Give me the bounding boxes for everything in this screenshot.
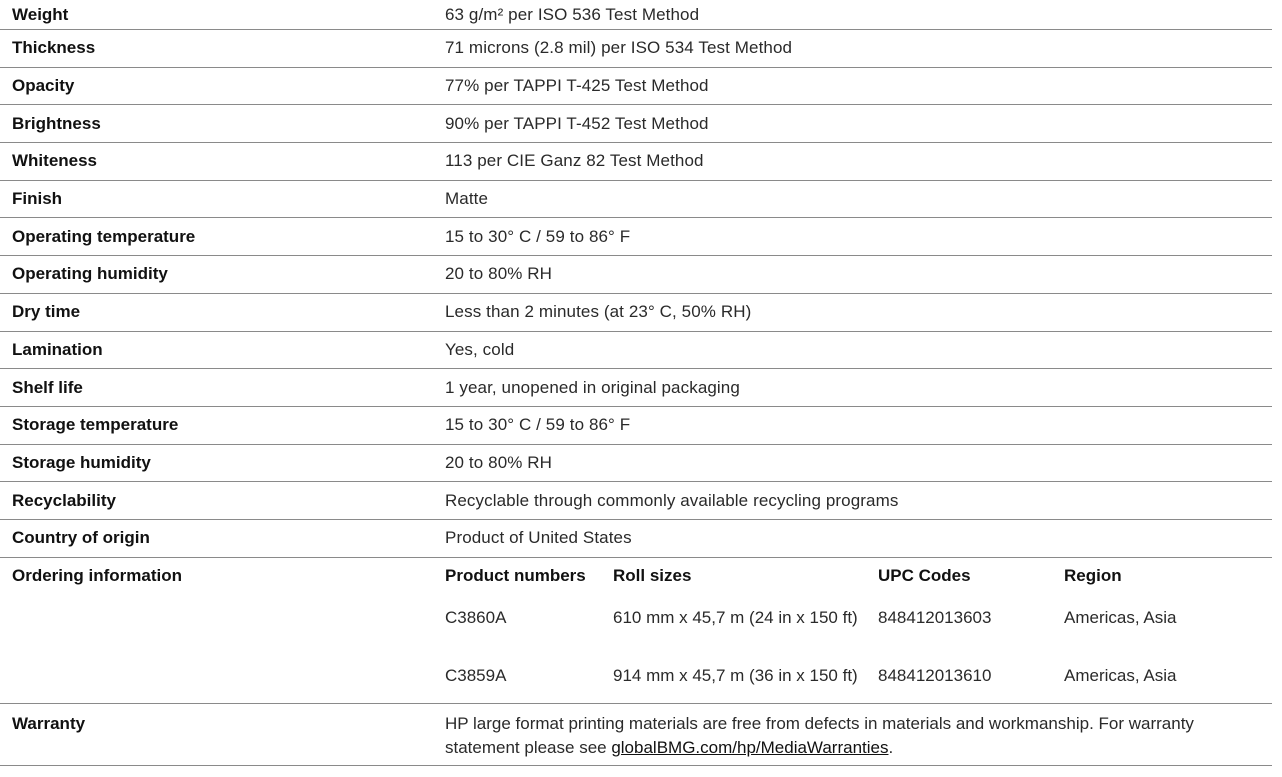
spec-value: 15 to 30° C / 59 to 86° F bbox=[445, 226, 631, 246]
spec-value: Recyclable through commonly available recycling programs bbox=[445, 490, 899, 510]
spec-label: Country of origin bbox=[12, 528, 150, 548]
roll-size-cell: 610 mm x 45,7 m (24 in x 150 ft) bbox=[613, 607, 858, 627]
spec-row-operating-temperature bbox=[0, 218, 1272, 256]
spec-label: Storage temperature bbox=[12, 415, 179, 435]
spec-label: Opacity bbox=[12, 76, 75, 96]
spec-value: 77% per TAPPI T-425 Test Method bbox=[445, 76, 709, 96]
spec-row-storage-humidity bbox=[0, 445, 1272, 483]
table-row bbox=[445, 666, 1272, 686]
spec-row-finish bbox=[0, 181, 1272, 219]
spec-label: Warranty bbox=[12, 713, 86, 733]
spec-label: Recyclability bbox=[12, 490, 116, 510]
warranty-link[interactable]: globalBMG.com/hp/MediaWarranties bbox=[611, 737, 889, 757]
spec-label: Ordering information bbox=[12, 565, 182, 585]
spec-value: 71 microns (2.8 mil) per ISO 534 Test Method bbox=[445, 38, 793, 58]
product-number-cell: C3860A bbox=[445, 607, 507, 627]
spec-row-lamination bbox=[0, 332, 1272, 370]
spec-label: Lamination bbox=[12, 339, 103, 359]
spec-row-weight bbox=[0, 0, 1272, 30]
spec-value: Yes, cold bbox=[445, 339, 515, 359]
spec-row-opacity bbox=[0, 68, 1272, 106]
spec-row-country-of-origin bbox=[0, 520, 1272, 558]
region-cell: Americas, Asia bbox=[1064, 607, 1177, 627]
spec-value: Matte bbox=[445, 189, 489, 209]
roll-size-cell: 914 mm x 45,7 m (36 in x 150 ft) bbox=[613, 665, 858, 685]
spec-row-operating-humidity bbox=[0, 256, 1272, 294]
ordering-table bbox=[445, 558, 1272, 686]
spec-value: 15 to 30° C / 59 to 86° F bbox=[445, 415, 631, 435]
spec-row-whiteness bbox=[0, 143, 1272, 181]
ordering-table-header bbox=[445, 566, 1272, 586]
spec-label: Brightness bbox=[12, 113, 101, 133]
warranty-text-before: HP large format printing materials are free from defects in materials and workmanship. For warranty statement please see bbox=[445, 713, 1194, 757]
column-header-product-numbers: Product numbers bbox=[445, 565, 586, 585]
spec-label: Dry time bbox=[12, 302, 81, 322]
spec-label: Thickness bbox=[12, 38, 96, 58]
warranty-row bbox=[0, 704, 1272, 766]
spec-label: Storage humidity bbox=[12, 452, 151, 472]
spec-value: 113 per CIE Ganz 82 Test Method bbox=[445, 151, 704, 171]
spec-row-thickness bbox=[0, 30, 1272, 68]
spec-label: Shelf life bbox=[12, 377, 83, 397]
region-cell: Americas, Asia bbox=[1064, 665, 1177, 685]
table-row bbox=[445, 608, 1272, 628]
spec-value: 20 to 80% RH bbox=[445, 452, 553, 472]
spec-row-brightness bbox=[0, 105, 1272, 143]
spec-row-shelf-life bbox=[0, 369, 1272, 407]
spec-label: Finish bbox=[12, 189, 63, 209]
spec-row-dry-time bbox=[0, 294, 1272, 332]
spec-row-recyclability bbox=[0, 482, 1272, 520]
spec-value: 63 g/m² per ISO 536 Test Method bbox=[445, 4, 700, 24]
spec-value: Product of United States bbox=[445, 528, 632, 548]
spec-value: 1 year, unopened in original packaging bbox=[445, 377, 740, 397]
upc-code-cell: 848412013603 bbox=[878, 607, 992, 627]
warranty-text-after: . bbox=[888, 737, 894, 757]
column-header-roll-sizes: Roll sizes bbox=[613, 565, 692, 585]
spec-value: 90% per TAPPI T-452 Test Method bbox=[445, 113, 709, 133]
spec-value: Less than 2 minutes (at 23° C, 50% RH) bbox=[445, 302, 752, 322]
spec-value: 20 to 80% RH bbox=[445, 264, 553, 284]
upc-code-cell: 848412013610 bbox=[878, 665, 992, 685]
spec-label: Operating temperature bbox=[12, 226, 196, 246]
spec-label: Weight bbox=[12, 4, 69, 24]
spec-label: Whiteness bbox=[12, 151, 98, 171]
ordering-information-row bbox=[0, 558, 1272, 704]
spec-row-storage-temperature bbox=[0, 407, 1272, 445]
spec-label: Operating humidity bbox=[12, 264, 168, 284]
product-number-cell: C3859A bbox=[445, 665, 507, 685]
warranty-statement bbox=[445, 712, 1245, 760]
column-header-region: Region bbox=[1064, 565, 1122, 585]
column-header-upc-codes: UPC Codes bbox=[878, 565, 971, 585]
